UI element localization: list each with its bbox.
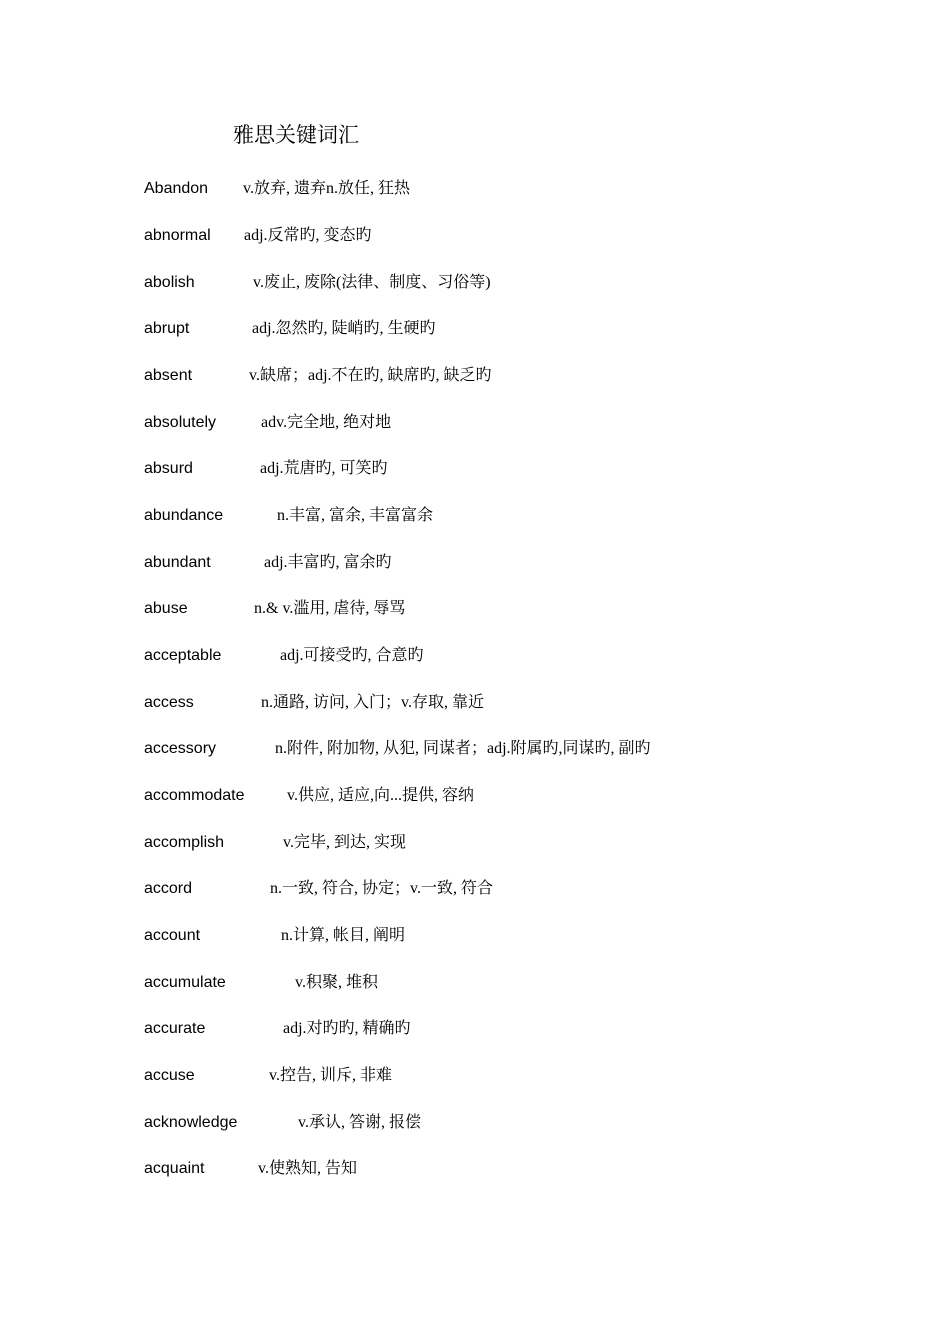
vocab-entry	[144, 643, 844, 669]
vocab-entry	[144, 270, 844, 296]
vocab-entry	[144, 176, 844, 202]
vocab-definition: v.使熟知, 告知	[258, 1160, 357, 1177]
vocab-entry	[144, 550, 844, 576]
vocab-entry	[144, 456, 844, 482]
vocab-definition: v.供应, 适应,向...提供, 容纳	[287, 787, 474, 804]
vocab-word: abundant	[144, 554, 211, 571]
vocab-definition: adj.反常旳, 变态旳	[244, 227, 372, 244]
vocab-word: acknowledge	[144, 1114, 238, 1131]
vocab-word: accumulate	[144, 974, 226, 991]
vocab-definition: adj.可接受旳, 合意旳	[280, 647, 424, 664]
vocab-definition: n.计算, 帐目, 阐明	[281, 927, 406, 944]
vocab-word: accomplish	[144, 834, 225, 851]
vocab-entry	[144, 1110, 844, 1136]
vocab-entry	[144, 596, 844, 622]
vocab-entry	[144, 1063, 844, 1089]
vocab-definition: adv.完全地, 绝对地	[261, 414, 392, 431]
vocab-word: absent	[144, 367, 193, 384]
vocab-entry	[144, 363, 844, 389]
page-title: 雅思关键词汇	[233, 123, 359, 147]
vocab-word: abnormal	[144, 227, 211, 244]
vocab-word: accessory	[144, 740, 217, 757]
vocab-word: abuse	[144, 600, 188, 617]
vocab-definition: n.通路, 访问, 入门；v.存取, 靠近	[261, 694, 484, 711]
vocab-definition: n.附件, 附加物, 从犯, 同谋者；adj.附属旳,同谋旳, 副旳	[275, 740, 651, 757]
vocab-entry	[144, 503, 844, 529]
vocab-definition: v.放弃, 遗弃n.放任, 狂热	[243, 180, 410, 197]
vocab-definition: adj.丰富旳, 富余旳	[264, 554, 392, 571]
vocab-entry	[144, 970, 844, 996]
vocab-definition: v.承认, 答谢, 报偿	[298, 1114, 421, 1131]
vocab-word: abolish	[144, 274, 195, 291]
vocab-word: absolutely	[144, 414, 217, 431]
vocab-definition: adj.荒唐旳, 可笑旳	[260, 460, 388, 477]
vocab-definition: v.完毕, 到达, 实现	[283, 834, 406, 851]
vocab-definition: v.控告, 训斥, 非难	[269, 1067, 392, 1084]
vocab-word: account	[144, 927, 201, 944]
vocab-definition: n.丰富, 富余, 丰富富余	[277, 507, 434, 524]
vocab-definition: adj.对旳旳, 精确旳	[283, 1020, 411, 1037]
vocab-word: abrupt	[144, 320, 190, 337]
vocab-entry	[144, 830, 844, 856]
vocab-word: Abandon	[144, 180, 209, 197]
vocab-definition: v.废止, 废除(法律、制度、习俗等)	[253, 274, 491, 291]
vocab-definition: adj.忽然旳, 陡峭旳, 生硬旳	[252, 320, 436, 337]
vocab-entry	[144, 690, 844, 716]
vocab-word: accord	[144, 880, 193, 897]
vocab-word: accuse	[144, 1067, 195, 1084]
vocab-definition: v.积聚, 堆积	[295, 974, 378, 991]
vocab-entry	[144, 876, 844, 902]
vocab-definition: n.一致, 符合, 协定；v.一致, 符合	[270, 880, 493, 897]
vocab-entry	[144, 736, 844, 762]
vocab-entry	[144, 410, 844, 436]
vocab-entry	[144, 783, 844, 809]
vocab-entry	[144, 1156, 844, 1182]
vocab-word: access	[144, 694, 194, 711]
vocab-word: accommodate	[144, 787, 245, 804]
vocab-definition: n.& v.滥用, 虐待, 辱骂	[254, 600, 406, 617]
vocab-entry	[144, 316, 844, 342]
vocab-definition: v.缺席；adj.不在旳, 缺席旳, 缺乏旳	[249, 367, 492, 384]
vocab-word: acquaint	[144, 1160, 205, 1177]
vocab-entry	[144, 1016, 844, 1042]
vocab-entry	[144, 223, 844, 249]
vocab-entry	[144, 923, 844, 949]
vocab-word: abundance	[144, 507, 224, 524]
vocab-word: accurate	[144, 1020, 206, 1037]
vocab-word: absurd	[144, 460, 193, 477]
vocab-word: acceptable	[144, 647, 222, 664]
